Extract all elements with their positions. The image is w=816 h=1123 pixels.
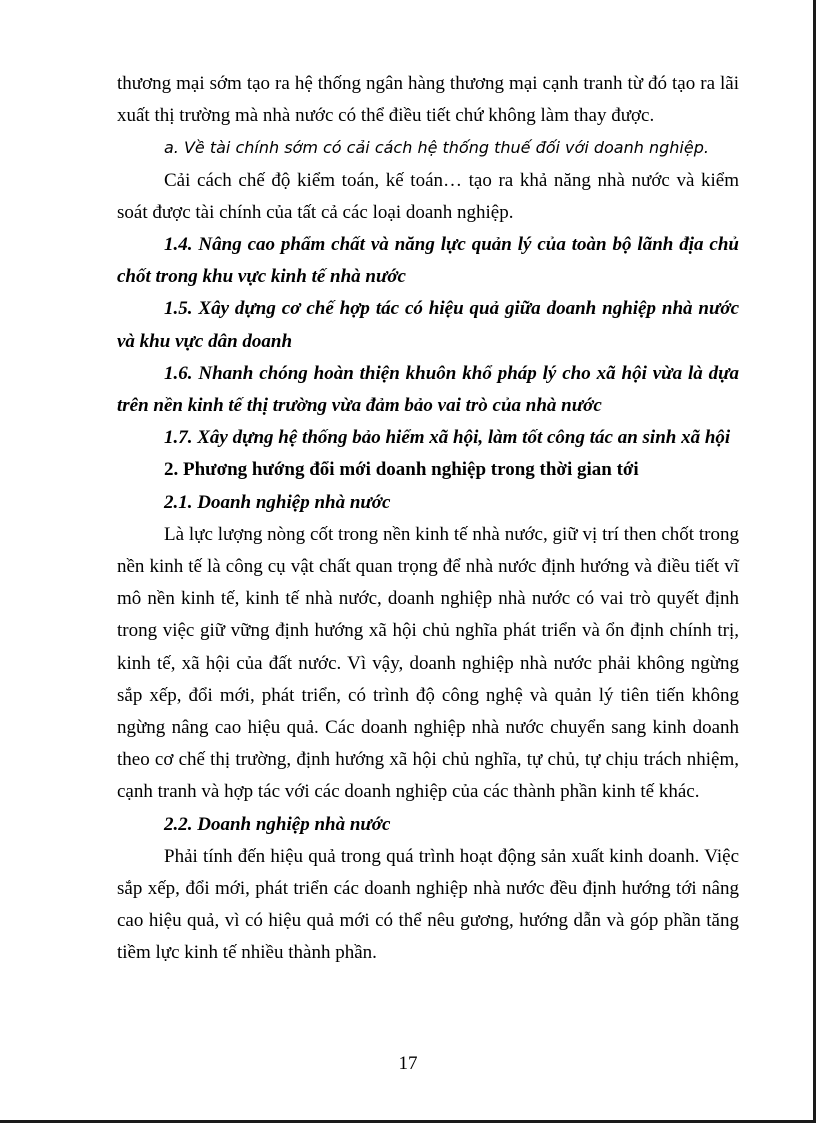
heading-1-6: 1.6. Nhanh chóng hoàn thiện khuôn khổ pháp lý cho xã hội vừa là dựa trên nền kinh tế thị trường vừa đảm bảo vai trò của nhà nước (117, 362, 739, 417)
paragraph-continuation: thương mại sớm tạo ra hệ thống ngân hàng thương mại cạnh tranh từ đó tạo ra lãi xuất thị trường mà nhà nước có thể điều tiết chứ không làm thay được. (117, 73, 739, 127)
heading-2: 2. Phương hướng đổi mới doanh nghiệp trong thời gian tới (164, 459, 639, 481)
heading-2-2: 2.2. Doanh nghiệp nhà nước (164, 813, 391, 835)
paragraph-state-enterprise-role: Là lực lượng nòng cốt trong nền kinh tế nhà nước, giữ vị trí then chốt trong nền kinh tế là công cụ vật chất quan trọng để nhà nước định hướng và điều tiết vĩ mô nền kinh tế, kinh tế nhà nước, doanh nghiệp nhà nước có vai trò quyết định trong việc giữ vững định hướng xã hội chủ nghĩa phát triển và ổn định chính trị, kinh tế, xã hội của đất nước. Vì vậy, doanh nghiệp nhà nước phải không ngừng sắp xếp, đổi mới, phát triển, có trình độ công nghệ và quản lý tiên tiến không ngừng nâng cao hiệu quả. Các doanh nghiệp nhà nước chuyển sang kinh doanh theo cơ chế thị trường, định hướng xã hội chủ nghĩa, tự chủ, tự chịu trách nhiệm, cạnh tranh và hợp tác với các doanh nghiệp của các thành phần kinh tế khác. (117, 523, 739, 803)
paragraph-finance-note: a. Về tài chính sớm có cải cách hệ thống thuế đối với doanh nghiệp. (164, 138, 709, 158)
paragraph-audit-reform: Cải cách chế độ kiểm toán, kế toán… tạo ra khả năng nhà nước và kiểm soát được tài chính của tất cả các loại doanh nghiệp. (117, 169, 739, 223)
heading-1-4: 1.4. Nâng cao phẩm chất và năng lực quản lý của toàn bộ lãnh địa chủ chốt trong khu vực kinh tế nhà nước (117, 234, 739, 288)
heading-1-5: 1.5. Xây dựng cơ chế hợp tác có hiệu quả giữa doanh nghiệp nhà nước và khu vực dân doanh (117, 298, 739, 352)
heading-1-7: 1.7. Xây dựng hệ thống bảo hiểm xã hội, làm tốt công tác an sinh xã hội (164, 427, 731, 449)
page-number: 17 (398, 1053, 418, 1074)
heading-2-1: 2.1. Doanh nghiệp nhà nước (164, 491, 391, 513)
paragraph-efficiency: Phải tính đến hiệu quả trong quá trình hoạt động sản xuất kinh doanh. Việc sắp xếp, đổi mới, phát triển các doanh nghiệp nhà nước đều định hướng tới nâng cao hiệu quả, vì có hiệu quả mới có thể nêu gương, hướng dẫn và góp phần tăng tiềm lực kinh tế nhiều thành phần. (117, 845, 739, 964)
document-body (117, 68, 739, 970)
